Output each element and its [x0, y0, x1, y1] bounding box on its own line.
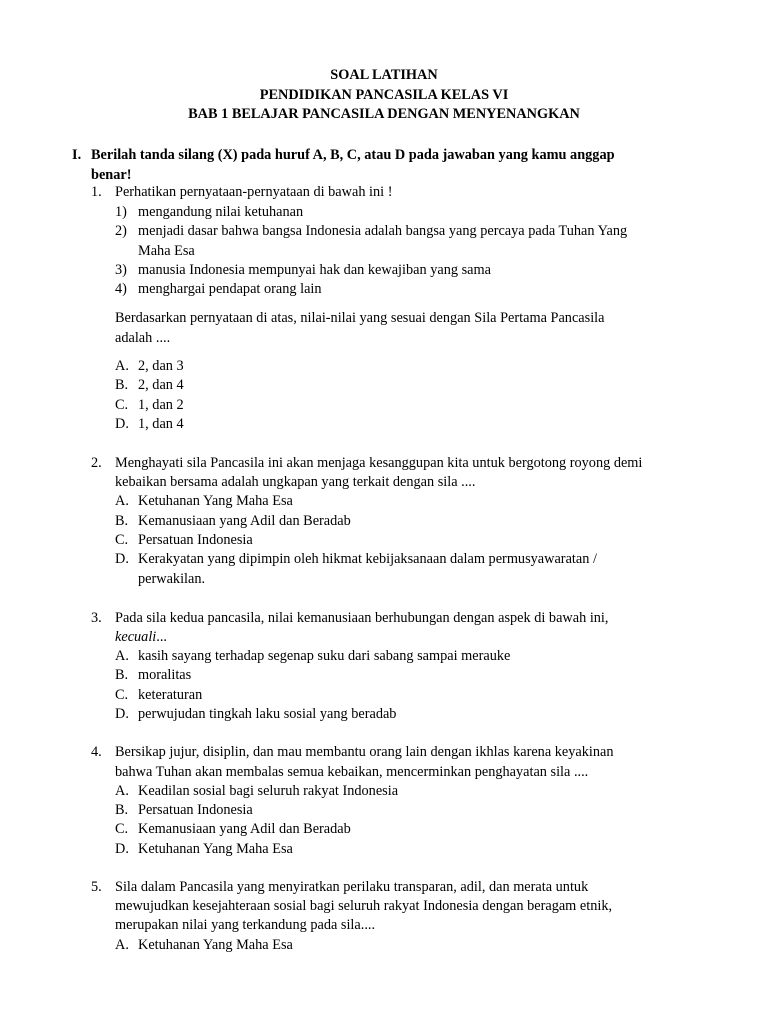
question-text: Bersikap jujur, disiplin, dan mau membantu orang lain dengan ikhlas karena keyakinan — [115, 744, 614, 760]
option-text: Ketuhanan Yang Maha Esa — [138, 493, 293, 509]
statement-number: 1) — [115, 204, 127, 220]
option-letter: A. — [115, 648, 129, 664]
option-letter: D. — [115, 416, 129, 432]
statement-text: menjadi dasar bahwa bangsa Indonesia adalah bangsa yang percaya pada Tuhan Yang — [138, 223, 628, 239]
question-text: Sila dalam Pancasila yang menyiratkan perilaku transparan, adil, dan merata untuk — [115, 879, 589, 895]
kecuali-italic: kecuali — [115, 629, 157, 645]
question-text-cont: merupakan nilai yang terkandung pada sila.... — [115, 917, 376, 933]
option-text: 2, dan 4 — [138, 377, 184, 393]
title-line-2: PENDIDIKAN PANCASILA KELAS VI — [259, 86, 509, 103]
option-text: Kemanusiaan yang Adil dan Beradab — [138, 513, 351, 529]
question-number: 5. — [91, 879, 102, 895]
option-letter: A. — [115, 493, 129, 509]
statement-number: 2) — [115, 223, 127, 239]
option-text: moralitas — [138, 667, 192, 683]
question-text-cont — [115, 628, 167, 648]
instruction-line-2: benar! — [91, 167, 132, 183]
question-text-cont: kebaikan bersama adalah ungkapan yang terkait dengan sila .... — [115, 474, 476, 490]
option-text: keteraturan — [138, 687, 203, 703]
option-letter: B. — [115, 377, 129, 393]
option-text-cont: perwakilan. — [138, 571, 206, 587]
statement-text: manusia Indonesia mempunyai hak dan kewajiban yang sama — [138, 262, 491, 278]
option-text: Keadilan sosial bagi seluruh rakyat Indonesia — [138, 783, 399, 799]
question-stem-cont: adalah .... — [115, 330, 171, 346]
ellipsis: ... — [156, 629, 168, 645]
question-number: 4. — [91, 744, 102, 760]
option-text: 2, dan 3 — [138, 358, 184, 374]
option-text: kasih sayang terhadap segenap suku dari sabang sampai merauke — [138, 648, 511, 664]
statement-number: 4) — [115, 281, 127, 297]
statement-text: menghargai pendapat orang lain — [138, 281, 322, 297]
option-letter: B. — [115, 513, 129, 529]
option-text: Kerakyatan yang dipimpin oleh hikmat kebijaksanaan dalam permusyawaratan / — [138, 551, 597, 567]
option-letter: D. — [115, 841, 129, 857]
option-text: Kemanusiaan yang Adil dan Beradab — [138, 821, 351, 837]
option-text: Persatuan Indonesia — [138, 532, 253, 548]
option-text: Persatuan Indonesia — [138, 802, 253, 818]
title-line-3: BAB 1 BELAJAR PANCASILA DENGAN MENYENANGKAN — [188, 106, 580, 122]
question-stem: Berdasarkan pernyataan di atas, nilai-nilai yang sesuai dengan Sila Pertama Pancasila — [115, 310, 605, 326]
statement-text-cont: Maha Esa — [138, 243, 195, 259]
option-letter: D. — [115, 706, 129, 722]
document-header — [0, 66, 768, 125]
question-number: 1. — [91, 184, 102, 200]
title-line-1: SOAL LATIHAN — [330, 67, 438, 83]
option-letter: A. — [115, 937, 129, 953]
question-number: 2. — [91, 455, 102, 471]
section-number: I. — [72, 147, 82, 163]
question-text: Perhatikan pernyataan-pernyataan di bawah ini ! — [115, 184, 393, 200]
statement-number: 3) — [115, 262, 127, 278]
section-instruction — [72, 145, 692, 185]
option-letter: C. — [115, 532, 129, 548]
statement-text: mengandung nilai ketuhanan — [138, 204, 304, 220]
question-text-cont: mewujudkan kesejahteraan sosial bagi seluruh rakyat Indonesia dengan beragam etnik, — [115, 898, 613, 914]
option-text: perwujudan tingkah laku sosial yang beradab — [138, 706, 397, 722]
question-text: Pada sila kedua pancasila, nilai kemanusiaan berhubungan dengan aspek di bawah ini, — [115, 610, 609, 626]
option-letter: B. — [115, 667, 129, 683]
option-letter: C. — [115, 821, 129, 837]
instruction-line-1: Berilah tanda silang (X) pada huruf A, B, C, atau D pada jawaban yang kamu anggap — [91, 147, 615, 163]
option-letter: C. — [115, 687, 129, 703]
question-number: 3. — [91, 610, 102, 626]
option-text: Ketuhanan Yang Maha Esa — [138, 841, 293, 857]
option-text: 1, dan 2 — [138, 397, 184, 413]
option-text: 1, dan 4 — [138, 416, 184, 432]
question-text-cont: bahwa Tuhan akan membalas semua kebaikan, mencerminkan penghayatan sila .... — [115, 764, 589, 780]
option-letter: D. — [115, 551, 129, 567]
option-letter: C. — [115, 397, 129, 413]
option-letter: A. — [115, 783, 129, 799]
option-letter: B. — [115, 802, 129, 818]
option-text: Ketuhanan Yang Maha Esa — [138, 937, 293, 953]
option-letter: A. — [115, 358, 129, 374]
question-text: Menghayati sila Pancasila ini akan menjaga kesanggupan kita untuk bergotong royong demi — [115, 455, 643, 471]
